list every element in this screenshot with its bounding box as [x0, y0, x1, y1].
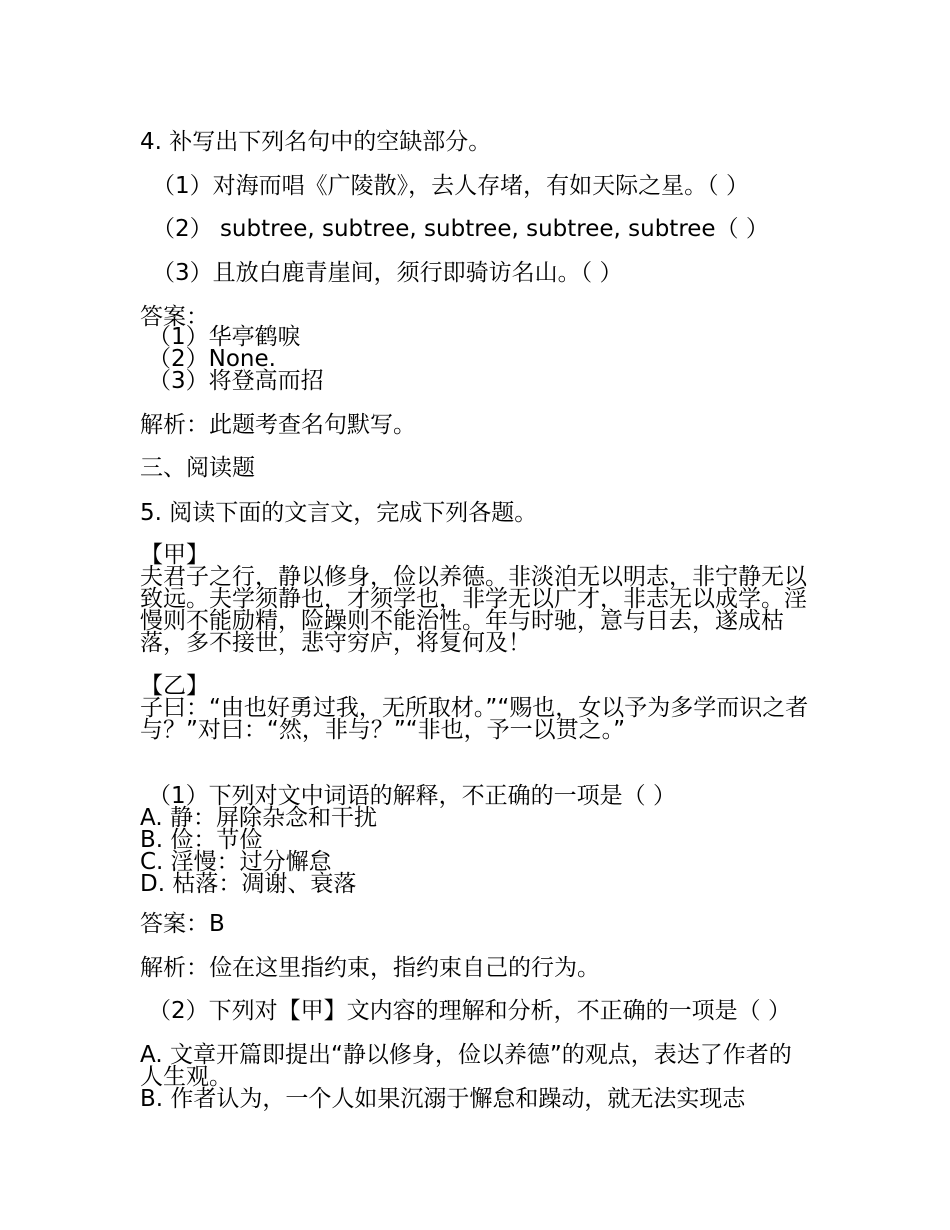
- yi-text: 子曰：“由也好勇过我，无所取材。”“赐也，女以予为多学而识之者与？”对曰：“然，非与？”“非也，予一以贯之。”: [140, 695, 809, 743]
- q4-title: 4. 补写出下列名句中的空缺部分。: [140, 129, 492, 155]
- jia-label: 【甲】: [140, 542, 209, 568]
- sub2-option-a: A. 文章开篇即提出“静以修身，俭以养德”的观点，表达了作者的人生观。: [140, 1042, 792, 1090]
- sub1-answer: 答案：B: [140, 911, 225, 937]
- jia-text: 夫君子之行，静以修身，俭以养德。非淡泊无以明志，非宁静无以致远。夫学须静也，才须学也，非学无以广才，非志无以成学。淫慢则不能励精，险躁则不能治性。年与时驰，意与日去，遂成枯落，多不接世，悲守穷庐，将复何及！: [140, 564, 807, 656]
- q4-analysis: 解析：此题考查名句默写。: [140, 412, 416, 438]
- sub1-option-a: A. 静：屏除杂念和干扰: [140, 805, 377, 831]
- q4-item-1: （1）对海而唱《广陵散》，去人存堵，有如天际之星。（ ）: [152, 173, 749, 199]
- q4-answer-3: （3）将登高而招: [148, 368, 324, 394]
- sub1-option-b: B. 俭：节俭: [140, 827, 263, 853]
- sub1-option-d: D. 枯落：凋谢、衰落: [140, 871, 357, 897]
- q4-answer-label: 答案：: [140, 304, 209, 330]
- q4-answer-1: （1）华亭鹤唳: [148, 324, 301, 350]
- sub1-analysis: 解析：俭在这里指约束，指约束自己的行为。: [140, 955, 600, 981]
- sub2-question: （2）下列对【甲】文内容的理解和分析，不正确的一项是（ ）: [148, 998, 791, 1024]
- q4-item-3: （3）且放白鹿青崖间，须行即骑访名山。（ ）: [152, 260, 623, 286]
- q5-title: 5. 阅读下面的文言文，完成下列各题。: [140, 500, 538, 526]
- q4-answer-2: （2）None.: [148, 346, 276, 372]
- sub2-option-b: B. 作者认为，一个人如果沉溺于懈怠和躁动，就无法实现志: [140, 1086, 746, 1112]
- sub1-question: （1）下列对文中词语的解释，不正确的一项是（ ）: [148, 783, 676, 809]
- q4-item-2: （2） subtree, subtree, subtree, subtree, subtree（ ）: [152, 216, 769, 242]
- section3-heading: 三、阅读题: [140, 455, 255, 481]
- sub1-option-c: C. 淫慢：过分懈怠: [140, 849, 332, 875]
- yi-label: 【乙】: [140, 673, 209, 699]
